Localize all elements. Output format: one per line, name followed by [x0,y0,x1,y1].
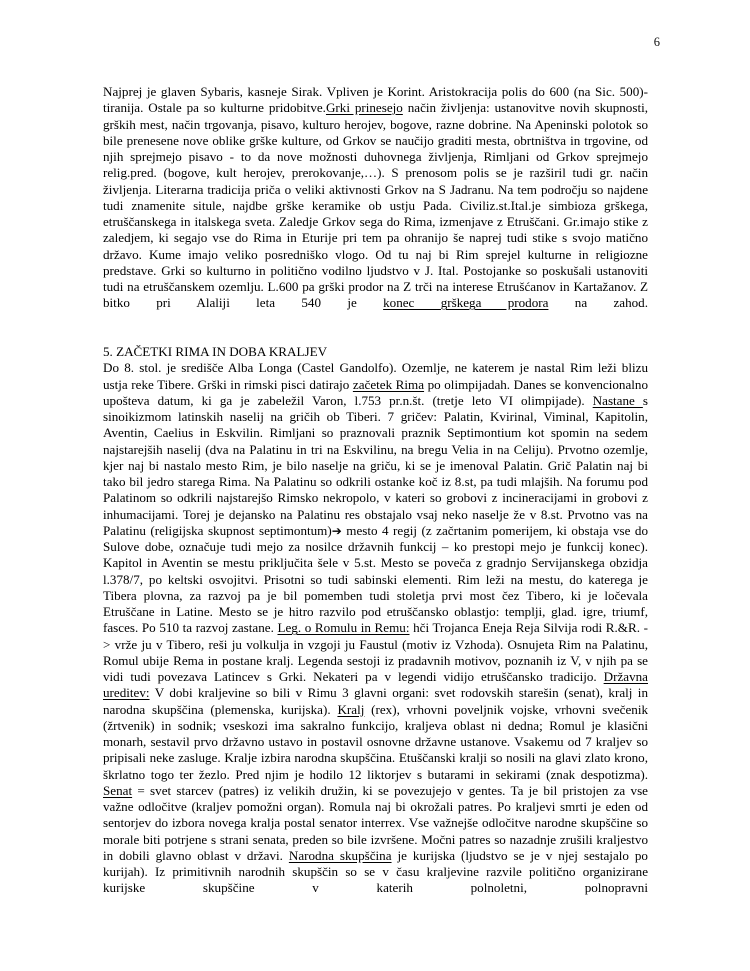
paragraph-2-text-b: po olimpijadah. Danes se konvencionalno upošteva datum, ki ga je zabeležil Varon, l.753 pr.n.št. (tretje leto VI olimpijade). [103,376,648,408]
paragraph-2-text-d: mesto 4 regij (z začrtanim pomerijem, ki obstaja vse do Sulove dobe, označuje tudi mejo za nosilce državnih funkcij – ko prestopi mejo je funkcij konec). Kapitol in Aventin se mestu priključita šele v 5.st. Mesto se poveča z gradnjo Servijanskega obzidja l.378/7, po keltski osvojitvi. Prisotni so tudi sabinski elementi. Rim leži na mestu, do katerega je Tibera plovna, za razvoj pa je bil pomemben tudi stoletja prvi most čez Tibero, ki je ločevala Etruščane in Latine. Mesto se je hitro razvilo pod etruščansko oblastjo: templji, glad. igre, triumf, fasces. Po 510 ta razvoj zastane. [103,522,648,636]
paragraph-1-text-2: način življenja: ustanovitve novih skupnosti, grških mest, način trgovanja, pisavo, kulturo herojev, bogove, razne dobrine. Na Apeninski polotok so bile prenesene nove oblike grške kulture, od Grkov se naučijo graditi mesta, obrtništva in trgovine, od njih sprejmejo pisavo - to da nove možnosti duhovnega življenja, Rimljani od Grkov sprejmejo relig.pred. (bogove, kult herojev, prerokovanje,…). S prenosom polis se je razširil tudi gr. način življenja. Literarna tradicija priča o veliki aktivnosti Grkov na S Jadranu. Na tem področju so najdene tudi znamenite situle, najdbe grške keramike ob ustju Pada. Civiliz.st.Ital.je simbioza grškega, etruščanskega in italskega sveta. Zaledje Grkov sega do Rima, izmenjave z Etruščani. Gr.imajo stike z zaledjem, ki segajo vse do Rima in Eturije pri tem pa ohranijo še naprej tudi stike s svojo matično državo. Kume imajo veliko posredniško vlogo. Od tu naj bi Rim sprejel kulturne in religiozne predstave. Grki so kulturno in politično vodilno ljudstvo v J. Ital. Postojanke so poskušali ustanoviti tudi na etruščanskem ozemlju. L.600 pa grški prodor na Z trči na interese Etrušćanov in Kartažanov. Z bitko pri Alaliji leta 540 je [103,100,648,311]
paragraph-2-underline-narodna-skupscina: Narodna skupščina [288,847,392,863]
paragraph-2-text-c: s sinoikizmom latinskih naselij na gričih ob Tiberi. 7 gričev: Palatin, Kvirinal, Viminal, Kapitolin, Aventin, Caelius in Eskvilin. Rimljani so praznovali praznik Septimontium kot spomin na sedem najstarejših naselij (dva na Palatinu in tri na Eskvilinu, na bregu Velia in na Celiju). Prvotno ozemlje, kjer naj bi nastalo mesto Rim, je bilo naselje na griču, ki se je imenoval Palatin. Grič Palatin naj bi tako bil jedro starega Rima. Na Palatinu so odkrili ostanke koč iz 8.st, pa tudi mlajših. Na forumu pod Palatinom so odkrili najstarejšo Rimsko nekropolo, v kateri so grobovi z incineracijami in grobovi z inhumacijami. Torej je dejansko na Palatinu res obstajalo vsaj neko naselje že v 8.st. Prvotno vas na Palatinu (religijska skupnost septimontum) [103,392,648,538]
paragraph-2-text-g: (rex), vrhovni poveljnik vojske, vrhovni svečenik (žrtvenik) in sodnik; vseskozi ima sakralno funkcijo, kraljeva oblast ni dedna; Romul je klasični monarh, sestavil prvo državno ustavo in postavil osnovne državne ustanove. Vsakemu od 7 kraljev so pripisali neke zasluge. Kralje izbira narodna skupščina. Etuščanski kralji so nosili na glavi zlato krono, škrlatno togo ter žezlo. Pred njim je hodilo 12 liktorjev s butarami in sekirami (znak despotizma). [103,701,648,782]
paragraph-2-underline-senat: Senat [103,782,133,798]
page-number-value: 6 [653,35,660,49]
paragraph-greek-colonization [103,84,648,328]
paragraph-2-text-f: V dobi kraljevine so bili v Rimu 3 glavni organi: svet rodovskih starešin (senat), kralj in narodna skupščina (plemenska, kurijska). [103,685,648,717]
paragraph-2-text-a: Do 8. stol. je središče Alba Longa (Castel Gandolfo). Ozemlje, ne katerem je nastal Rim leži blizu ustja reke Tibere. Grški in rimski pisci datirajo [103,360,648,392]
page-content [103,84,648,913]
paragraph-2-underline-kralj: Kralj [337,701,365,717]
paragraph-2-text-h: = svet starcev (patres) iz velikih družin, ki se povezujejo v gentes. Ta je bil pristojen za vse važne odločitve (kraljev pomožni organ). Romula naj bi okrožali patres. Po kraljevi smrti je eden od sentorjev do izbora novega kralja postal senator interrex. Vse važnejše odločitve narodne skupščine so morale biti potrjene s strani senata, preden so bile izvršene. Močni patres so nazadnje zrušili kraljestvo in dobili glavno oblast v državi. [103,782,648,863]
paragraph-1-underline-konec-grskega-prodora: konec grškega prodora [383,295,549,311]
paragraph-2-text-e: hči Trojanca Eneja Reja Silvija rodi R.&R. -> vrže ju v Tibero, reši ju volkulja in vzgoji ju Faustul (motiv iz Vzhoda). Osnujeta Rim na Palatinu, Romul ubije Rema in postane kralj. Legenda sestoji iz pradavnih motivov, poznanih iz V, v njih pa se vidi tudi povezava Latincev s Grki. Nekateri pa v legendi vidijo etruščansko tradicijo. [103,620,648,684]
paragraph-2-text-i: je kurijska (ljudstvo se je v njej sestajalo po kurijah). Iz primitivnih narodnih skupščin so se v času kraljevine razvile politično organizirane kurijske skupščine v katerih polnoletni, polnopravni [103,847,648,896]
paragraph-2-underline-nastane: Nastane [592,392,643,408]
paragraph-1-underline-grki-prinesejo: Grki prinesejo [325,100,403,116]
paragraph-1-text-3: na zahod. [548,295,648,311]
paragraph-2-underline-zacetek-rima: začetek Rima [352,376,425,392]
paragraph-roman-beginnings [103,360,648,913]
paragraph-1-text-1: Najprej je glaven Sybaris, kasneje Sirak. Vpliven je Korint. Aristokracija polis do 600 (na Sic. 500)- tiranija. Ostale pa so kulturne pridobitve. [103,84,648,116]
right-arrow-icon: ➔ [331,523,342,538]
paragraph-2-underline-drzavna-ureditev: Državna ureditev: [103,669,648,701]
section-heading-zacetki-rima: 5. ZAČETKI RIMA IN DOBA KRALJEV [103,344,328,359]
paragraph-spacer [103,328,648,344]
paragraph-2-underline-leg-o-romulu-in-remu: Leg. o Romulu in Remu: [277,620,410,636]
page-number [654,36,660,49]
